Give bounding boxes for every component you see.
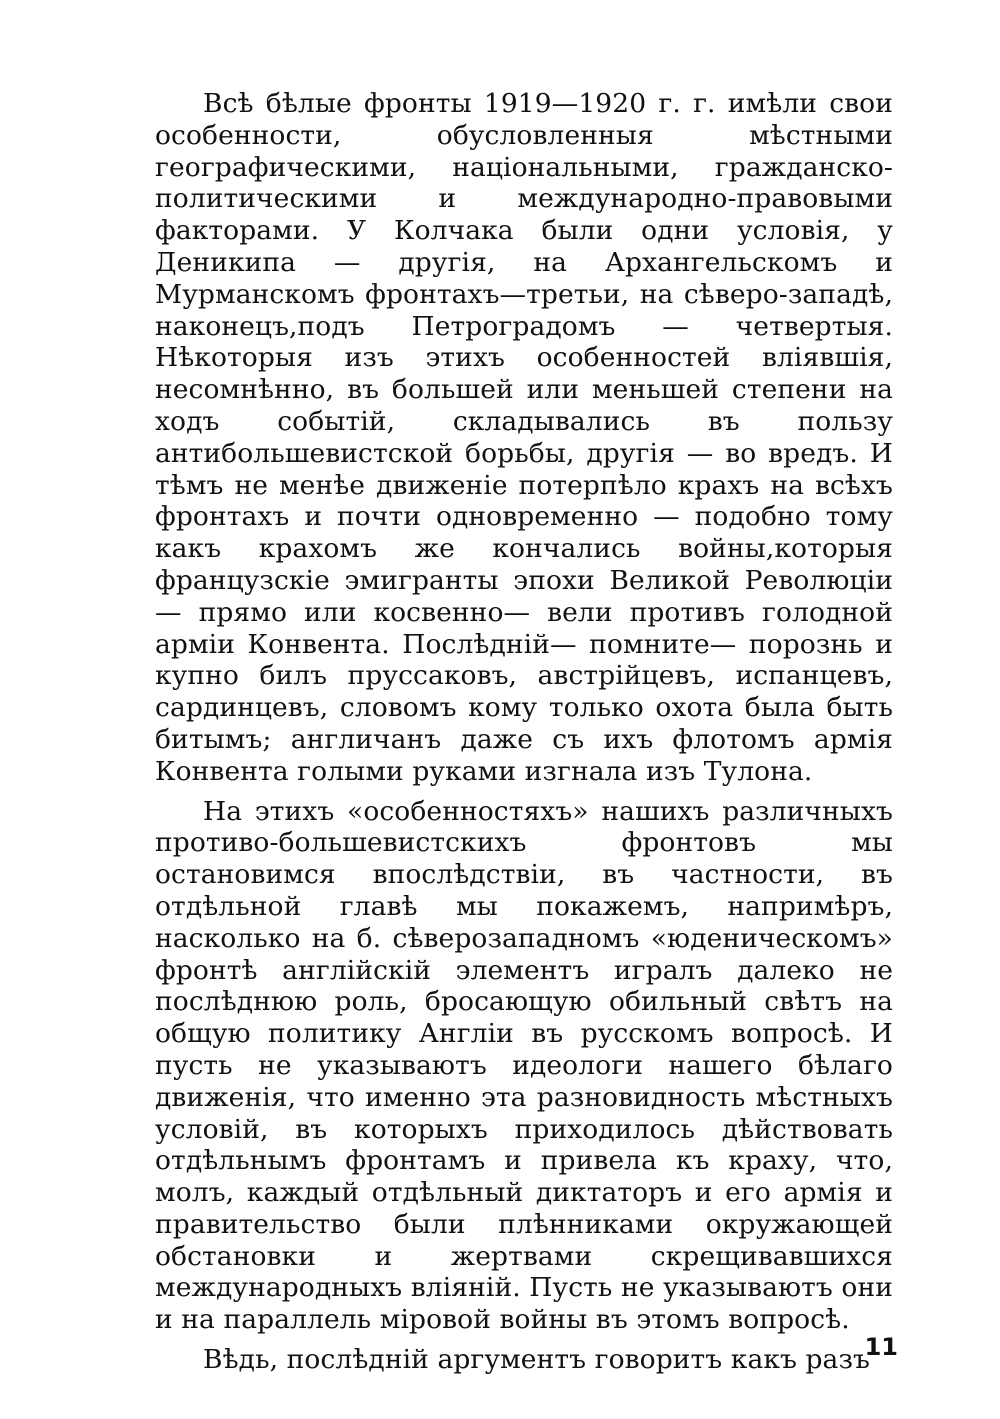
body-text bbox=[155, 88, 893, 1376]
paragraph-2: На этихъ «особенностяхъ» нашихъ различныхъ противо-большевистскихъ фронтовъ мы остановимся впослѣдствіи, въ частности, въ отдѣльной главѣ мы покажемъ, напримѣръ, насколько на б. сѣверозападномъ «юденическомъ» фронтѣ англійскій элементъ игралъ далеко не послѣднюю роль, бросающую обильный свѣтъ на общую политику Англіи въ русскомъ вопросѣ. И пусть не указываютъ идеологи нашего бѣлаго движенія, что именно эта разновидность мѣстныхъ условій, въ которыхъ приходилось дѣйствовать отдѣльнымъ фронтамъ и привела къ краху, что, молъ, каждый отдѣльный диктаторъ и его армія и правительство были плѣнниками окружающей обстановки и жертвами скрещивавшихся международныхъ вліяній. Пусть не указываютъ они и на параллель міровой войны въ этомъ вопросѣ. bbox=[155, 795, 893, 1336]
paragraph-1: Всѣ бѣлые фронты 1919—1920 г. г. имѣли свои особенности, обусловленныя мѣстными географическими, національными, гражданско-политическими и международно-правовыми факторами. У Колчака были одни условія, у Деникипа — другія, на Архангельскомъ и Мурманскомъ фронтахъ—третьи, на сѣверо-западѣ, наконецъ,подъ Петроградомъ — четвертыя. Нѣкоторыя изъ этихъ особенностей вліявшія, несомнѣнно, въ большей или меньшей степени на ходъ событій, складывались въ пользу антибольшевистской борьбы, другія — во вредъ. И тѣмъ не менѣе движеніе потерпѣло крахъ на всѣхъ фронтахъ и почти одновременно — подобно тому какъ крахомъ же кончались войны,которыя французскіе эмигранты эпохи Великой Революціи — прямо или косвенно— вели противъ голодной арміи Конвента. Послѣдній— помните— порознь и купно билъ пруссаковъ, австрійцевъ, испанцевъ, сардинцевъ, словомъ кому только охота была быть битымъ; англичанъ даже съ ихъ флотомъ армія Конвента голыми руками изгнала изъ Тулона. bbox=[155, 88, 893, 787]
page-number: 11 bbox=[864, 1333, 898, 1361]
paragraph-3: Вѣдь, послѣдній аргументъ говоритъ какъ разъ bbox=[203, 1344, 870, 1376]
